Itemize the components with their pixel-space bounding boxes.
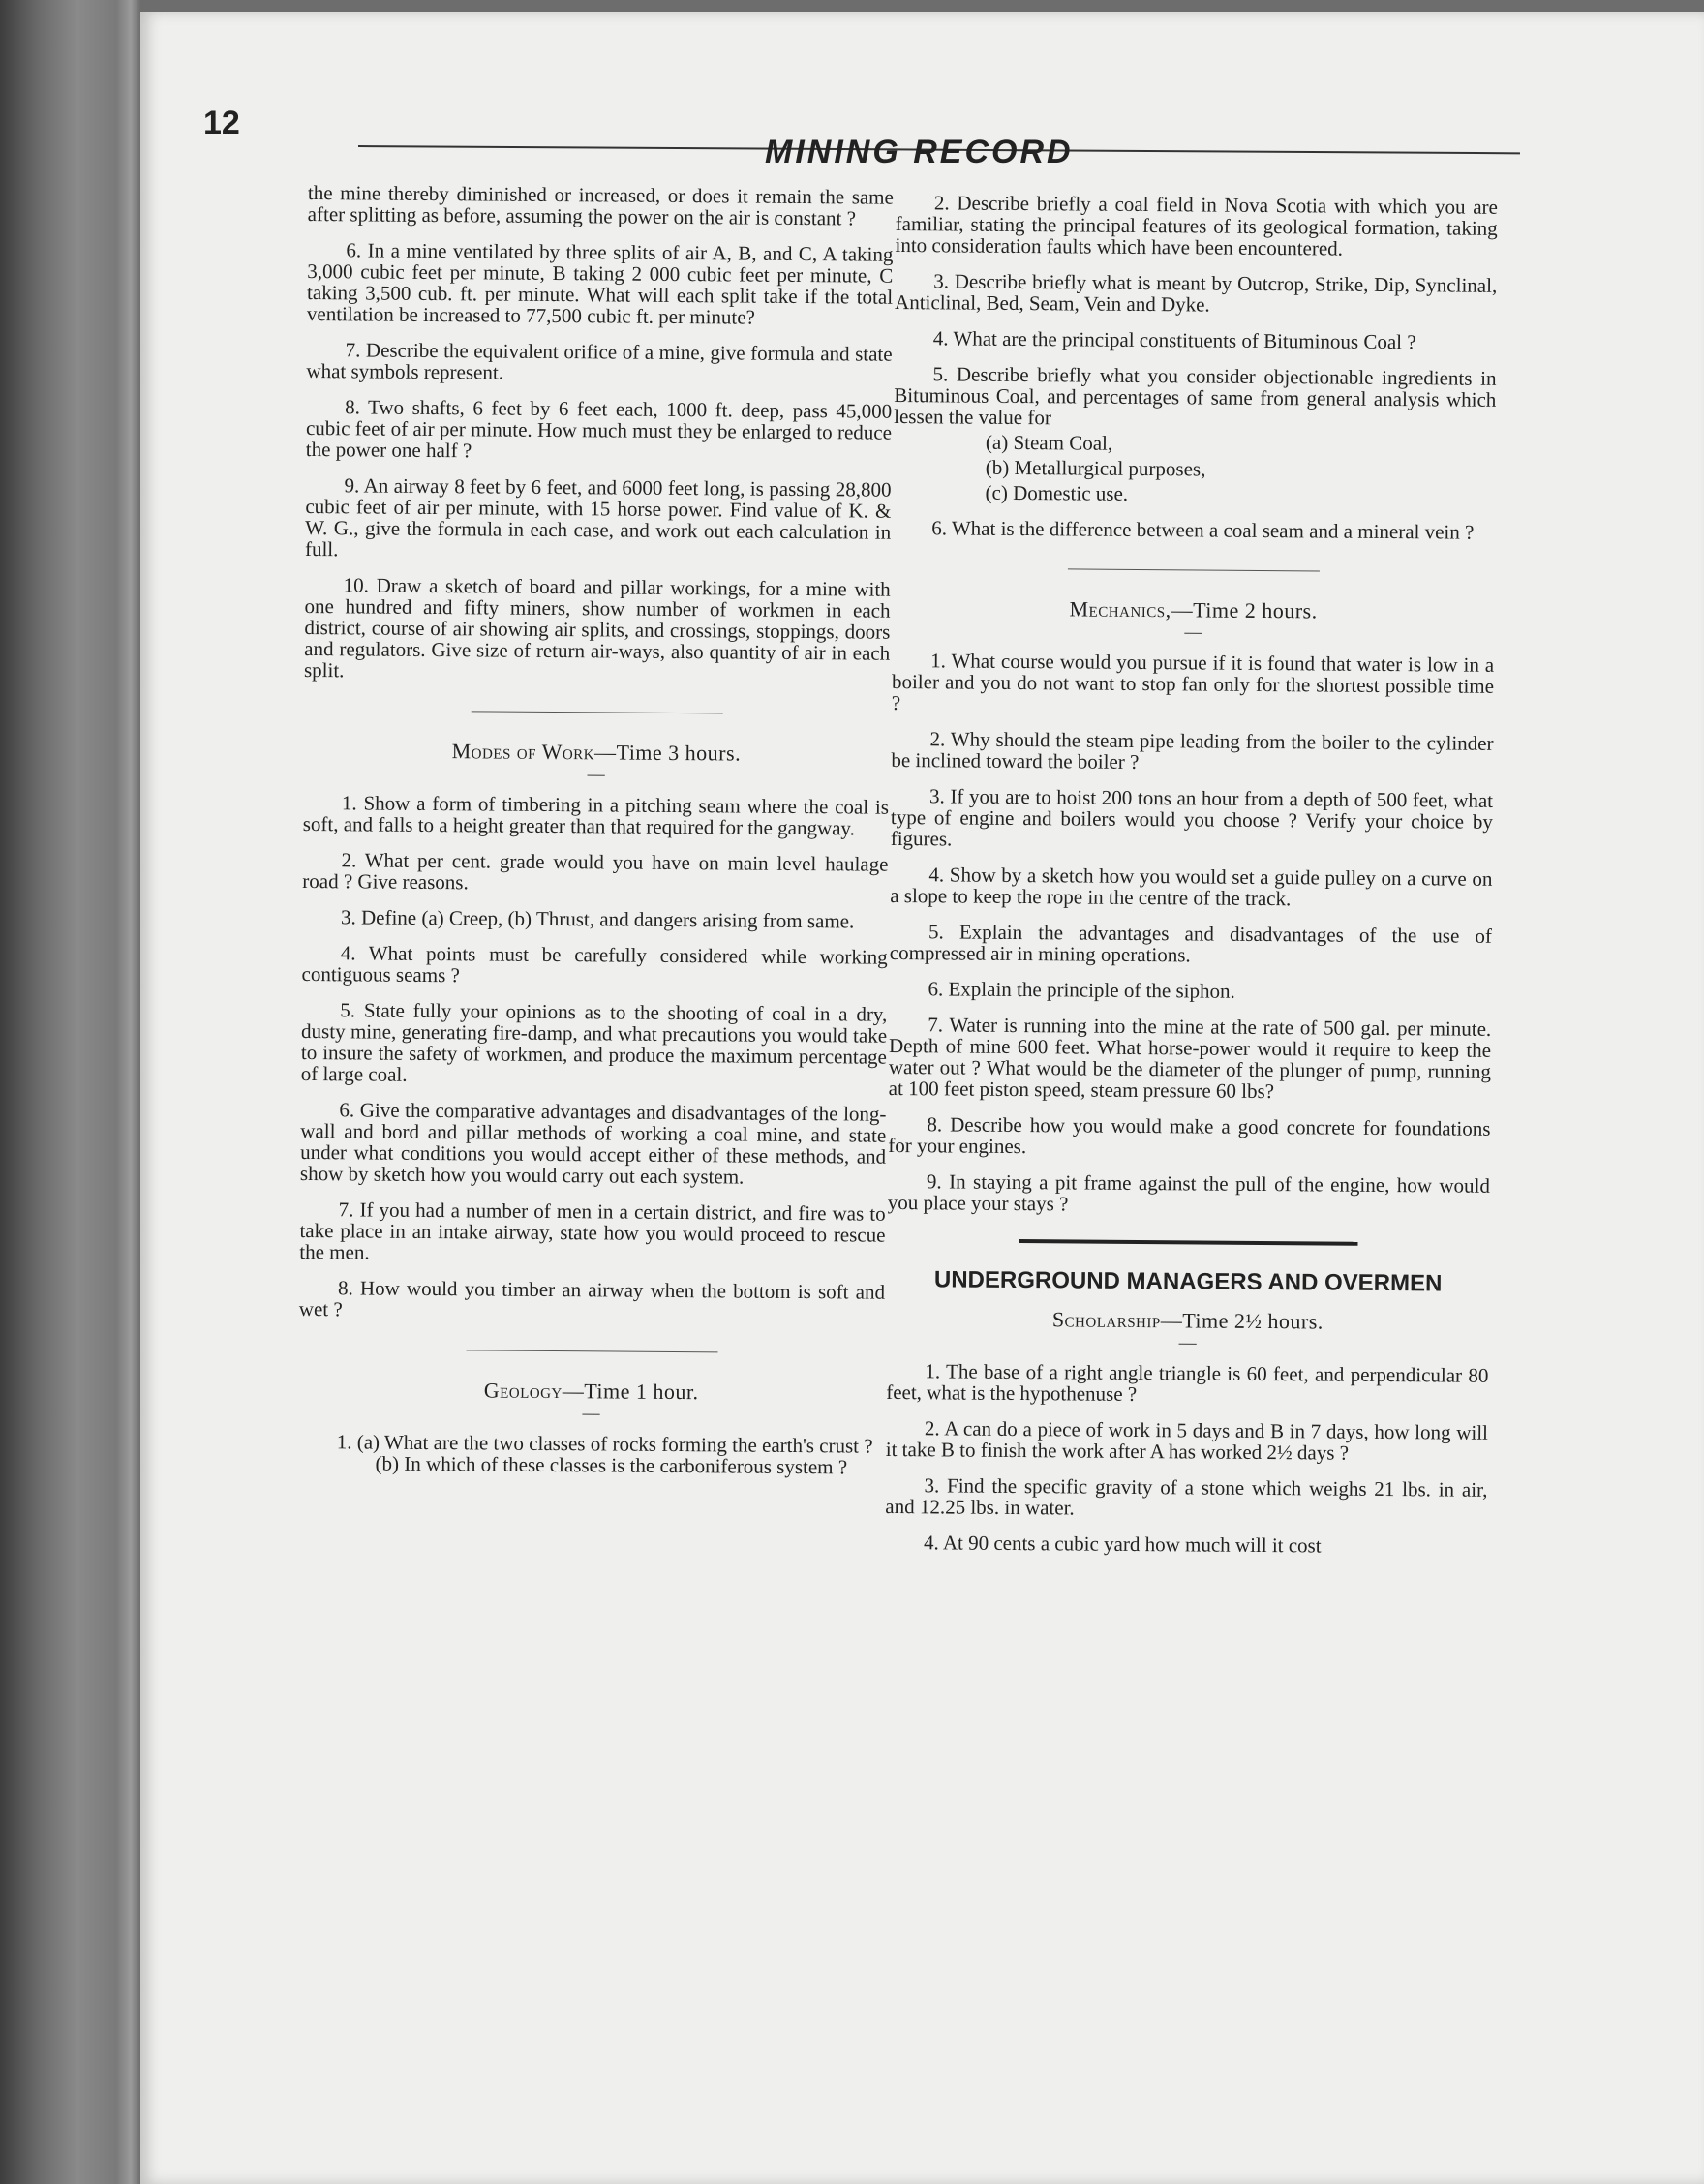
modes-question-6: 6. Give the comparative advantages and disadvantages of the long-wall and bord and pillar methods of working a coal mine, and state under what conditions you would accept either of these methods, and show by sketch how you would carry out each system.: [299, 1098, 887, 1189]
heading-dash: —: [582, 1403, 600, 1423]
ventilation-question-10: 10. Draw a sketch of board and pillar workings, for a mine with one hundred and fifty miners, show number of workmen in each district, course of air showing air splits, and crossings, stoppings, doors and regulators. Give size of return air-ways, also quantity of air in each split.: [303, 573, 891, 682]
scholarship-question-3: 3. Find the specific gravity of a stone which weighs 21 lbs. in air, and 12.25 lbs. in water.: [885, 1473, 1488, 1520]
ventilation-question-7: 7. Describe the equivalent orifice of a mine, give formula and state what symbols represent.: [306, 338, 893, 384]
modes-question-8: 8. How would you timber an airway when the bottom is soft and wet ?: [298, 1276, 886, 1321]
mechanics-heading-label: Mechanics: [1069, 596, 1166, 622]
section-thick-divider: [1019, 1239, 1357, 1246]
mechanics-heading: [893, 597, 1495, 623]
heading-dash: —: [587, 764, 605, 784]
section-divider: [466, 1350, 717, 1352]
left-column: [297, 182, 894, 1493]
geology-question-1b: (b) In which of these classes is the carboniferous system ?: [375, 1451, 848, 1479]
modes-question-2: 2. What per cent. grade would you have on main level haulage road ? Give reasons.: [302, 848, 889, 895]
modes-question-3: 3. Define (a) Creep, (b) Thrust, and dangers arising from same.: [340, 905, 855, 933]
mechanics-question-3: 3. If you are to hoist 200 tons an hour from a depth of 500 feet, what type of engine and boilers would you choose ? Verify your choice by figures.: [890, 784, 1494, 851]
mechanics-question-1: 1. What course would you pursue if it is found that water is low in a boiler and you do not want to stop fan only for the shortest possible time ?: [891, 649, 1495, 715]
mechanics-question-7: 7. Water is running into the mine at the rate of 500 gal. per minute. Depth of mine 600 feet. What horse-power would it require to keep the water out ? What would be the diameter of the plunger of pump, running at 100 feet piston speed, steam pressure 60 lbs?: [888, 1013, 1492, 1104]
geology-question-4: 4. What are the principal constituents of Bituminous Coal ?: [932, 326, 1416, 354]
modes-question-4: 4. What points must be carefully considered while working contiguous seams ?: [301, 941, 888, 987]
geology-question-5: 5. Describe briefly what you consider objectionable ingredients in Bituminous Coal, and percentages of same from general analysis which lessen the value for: [894, 362, 1497, 430]
modes-heading-time: —Time 3 hours.: [593, 740, 742, 766]
ventilation-question-8: 8. Two shafts, 6 feet by 6 feet each, 1000 ft. deep, pass 45,000 cubic feet of air per minute. How much must they be enlarged to reduce the power one half ?: [305, 395, 893, 463]
geology-heading-label: Geology: [483, 1378, 563, 1404]
modes-of-work-heading: [303, 740, 889, 766]
geology-question-5a: (a) Steam Coal,: [985, 430, 1113, 455]
scholarship-question-4: 4. At 90 cents a cubic yard how much will it cost: [923, 1531, 1322, 1558]
modes-heading-label: Modes of Work: [451, 739, 595, 765]
journal-title: MINING RECORD: [765, 134, 1074, 170]
mechanics-question-6: 6. Explain the principle of the siphon.: [928, 977, 1235, 1003]
ventilation-question-9: 9. An airway 8 feet by 6 feet, and 6000 feet long, is passing 28,800 cubic feet of air per minute, with 15 horse power. Find value of K. & W. G., give the formula in each case, and work out each calculation in full.: [304, 473, 892, 561]
heading-dash: —: [1178, 1332, 1197, 1352]
modes-question-1: 1. Show a form of timbering in a pitching seam where the coal is soft, and falls to a height greater than that required for the gangway.: [302, 791, 890, 840]
underground-managers-heading: UNDERGROUND MANAGERS AND OVERMEN: [933, 1266, 1443, 1297]
right-column: [885, 192, 1498, 1572]
modes-question-5: 5. State fully your opinions as to the shooting of coal in a dry, dusty mine, generating fire-damp, and what precautions you would take to insure the safety of workmen, and produce the maximum percentage of large coal.: [300, 998, 888, 1086]
heading-dash: —: [1184, 622, 1202, 642]
scholarship-heading-label: Scholarship: [1051, 1307, 1161, 1333]
geology-heading-time: —Time 1 hour.: [562, 1379, 699, 1405]
geology-question-3: 3. Describe briefly what is meant by Outcrop, Strike, Dip, Synclinal, Anticlinal, Bed, Seam, Vein and Dyke.: [895, 269, 1498, 317]
scholarship-question-2: 2. A can do a piece of work in 5 days and B in 7 days, how long will it take B to finish the work after A has worked 2½ days ?: [885, 1416, 1489, 1465]
scholarship-heading-time: —Time 2½ hours.: [1160, 1308, 1324, 1334]
question-continuation: the mine thereby diminished or increased, or does it remain the same after splitting as before, assuming the power on the air is constant ?: [307, 181, 894, 230]
geology-question-2: 2. Describe briefly a coal field in Nova Scotia with which you are familiar, stating the principal features of its geological formation, taking into consideration faults which have been encountered.: [895, 191, 1498, 260]
geology-question-1a: 1. (a) What are the two classes of rocks forming the earth's crust ?: [336, 1430, 873, 1458]
geology-question-5c: (c) Domestic use.: [985, 480, 1129, 505]
mechanics-heading-time: ,—Time 2 hours.: [1165, 597, 1318, 623]
section-divider: [1068, 568, 1320, 571]
mechanics-question-4: 4. Show by a sketch how you would set a guide pulley on a curve on a slope to keep the rope in the centre of the track.: [890, 863, 1493, 911]
page-number: 12: [203, 105, 240, 141]
geology-question-5b: (b) Metallurgical purposes,: [985, 455, 1206, 481]
mechanics-question-8: 8. Describe how you would make a good concrete for foundations for your engines.: [888, 1112, 1491, 1159]
geology-heading: [298, 1379, 884, 1405]
section-divider: [471, 711, 722, 713]
scholarship-heading: [887, 1308, 1489, 1334]
geology-question-6: 6. What is the difference between a coal seam and a mineral vein ?: [931, 516, 1475, 544]
mechanics-question-5: 5. Explain the advantages and disadvantages of the use of compressed air in mining operations.: [889, 920, 1493, 967]
modes-question-7: 7. If you had a number of men in a certain district, and fire was to take place in an intake airway, state how you would proceed to rescue the men.: [299, 1198, 886, 1264]
mechanics-question-9: 9. In staying a pit frame against the pull of the engine, how would you place your stays ?: [887, 1169, 1491, 1216]
ventilation-question-6: 6. In a mine ventilated by three splits of air A, B, and C, A taking 3,000 cubic feet per minute, B taking 2 000 cubic feet per minute, C taking 3,500 cub. ft. per minute. What will each split take if the total ventilation be increased to 77,500 cubic ft. per minute?: [306, 238, 894, 329]
scholarship-question-1: 1. The base of a right angle triangle is 60 feet, and perpendicular 80 feet, what is the hypothenuse ?: [886, 1359, 1489, 1406]
mechanics-question-2: 2. Why should the steam pipe leading from the boiler to the cylinder be inclined toward the boiler ?: [891, 727, 1494, 774]
